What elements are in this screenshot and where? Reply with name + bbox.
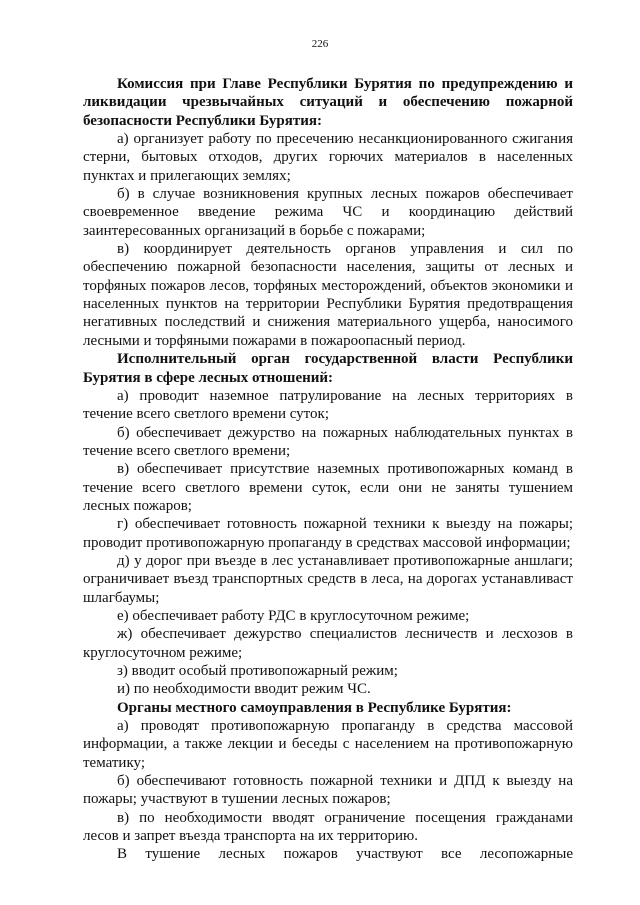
page-number: 226	[311, 38, 329, 50]
list-item: б) обеспечивает дежурство на пожарных наблюдательных пунктах в течение всего светлого времени;	[83, 424, 573, 459]
list-item: в) координирует деятельность органов управления и сил по обеспечению пожарной безопасности населения, защиты от лесных и торфяных пожаров лесов, торфяных месторождений, объектов экономики и населенных пунктов на территории Республики Бурятия предотвращения негативных последствий и снижения материального ущерба, наносимого лесными и торфяными пожарами в пожароопасный период.	[83, 241, 573, 349]
list-item: в) по необходимости вводят ограничение посещения гражданами лесов и запрет въезда транспорта на их территорию.	[83, 809, 573, 845]
list-item: г) обеспечивает готовность пожарной техники к выезду на пожары; проводит противопожарную пропаганду в средствах массовой информации;	[83, 516, 573, 551]
list-item: в) обеспечивает присутствие наземных противопожарных команд в течение всего светлого времени суток, если они не заняты тушением лесных пожаров;	[83, 461, 573, 514]
document-body	[83, 75, 573, 864]
list-item: ж) обеспечивает дежурство специалистов лесничеств и лесхозов в круглосуточном режиме;	[83, 626, 573, 661]
list-item: е) обеспечивает работу РДС в круглосуточном режиме;	[117, 607, 470, 624]
closing-line: В тушение лесных пожаров участвуют все лесопожарные	[117, 846, 573, 863]
heading-commission: Комиссия при Главе Республики Бурятия по предупреждению и ликвидации чрезвычайных ситуаций и обеспечению пожарной безопасности Республики Бурятия:	[83, 76, 573, 129]
list-item: з) вводит особый противопожарный режим;	[117, 663, 398, 679]
list-item: б) в случае возникновения крупных лесных пожаров обеспечивает своевременное введение режима ЧС и координацию действий заинтересованных организаций в борьбе с пожарами;	[83, 186, 573, 239]
list-item: а) организует работу по пресечению несанкционированного сжигания стерни, бытовых отходов, других горючих материалов в населенных пунктах и прилегающих землях;	[83, 131, 573, 184]
heading-local-government: Органы местного самоуправления в Республике Бурятия:	[117, 699, 512, 716]
list-item: а) проводят противопожарную пропаганду в средства массовой информации, а также лекции и беседы с населением на противопожарную тематику;	[83, 718, 573, 771]
heading-forest-authority: Исполнительный орган государственной власти Республики Бурятия в сфере лесных отношений:	[83, 351, 573, 386]
list-item: а) проводит наземное патрулирование на лесных территориях в течение всего светлого времени суток;	[83, 387, 573, 423]
list-item: д) у дорог при въезде в лес устанавливает противопожарные аншлаги; ограничивает въезд транспортных средств в леса, на дорогах устанавливаст шлагбаумы;	[83, 552, 573, 606]
list-item: и) по необходимости вводит режим ЧС.	[117, 681, 371, 698]
list-item: б) обеспечивают готовность пожарной техники и ДПД к выезду на пожары; участвуют в тушении лесных пожаров;	[83, 773, 573, 808]
